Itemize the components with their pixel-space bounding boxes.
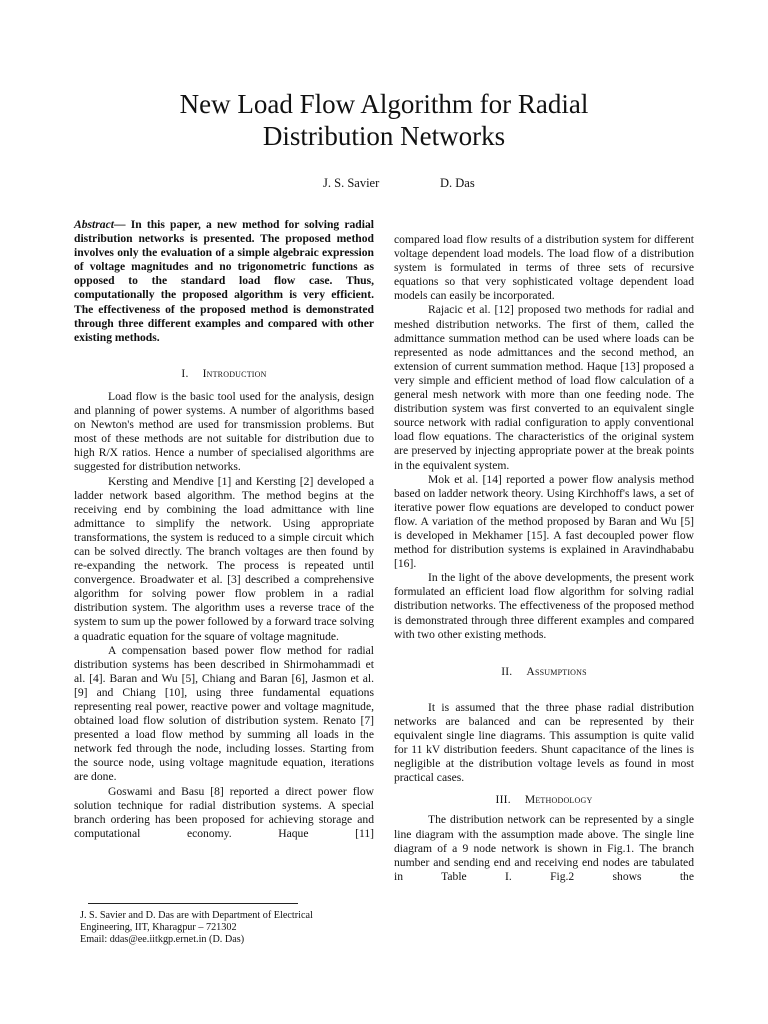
footnote — [80, 910, 380, 947]
paper-title — [0, 88, 768, 152]
section-number: III. — [495, 793, 511, 807]
footnote-line-2: Engineering, IIT, Kharagpur – 721302 — [80, 922, 237, 934]
section-heading-assumptions — [394, 665, 694, 679]
paragraph: Mok et al. [14] reported a power flow analysis method based on ladder network theory. Using Kirchhoff's laws, a set of iterative power flow equations are developed to conduct power flow. A variation of the method proposed by Baran and Wu [5] is developed in Mekhamer [15]. A fast decoupled power flow method for distribution systems is explained in Aravindhababu [16]. — [394, 472, 694, 571]
paragraph: It is assumed that the three phase radial distribution networks are balanced and can be represented by their equivalent single line diagrams. This assumption is quite valid for 11 kV distribution feeders. Shunt capacitance of the lines is negligible at the distribution voltage levels as found in most practical cases. — [394, 700, 694, 785]
paragraph: Load flow is the basic tool used for the analysis, design and planning of power systems. A number of algorithms based on Newton's method are used for transmission problems. But most of these methods are not suitable for distribution due to high R/X ratios. Hence a number of specialised algorithms are suggested for distribution networks. — [74, 389, 374, 474]
section-number: II. — [501, 664, 513, 678]
paragraph: A compensation based power flow method for radial distribution systems has been described in Shirmohammadi et al. [4]. Baran and Wu [5], Chiang and Baran [6], Jasmon et al. [9] and Chiang [10], using three fundamental equations representing real power, reactive power and voltage magnitude, obtained load flow solution of distribution system. Renato [7] presented a load flow method by summing all loads in the network fed through the node, including losses. Starting from the source node, using voltage magnitude equation, iterations are done. — [74, 643, 374, 784]
abstract-text: In this paper, a new method for solving radial distribution networks is presented. The proposed method involves only the evaluation of a simple algebraic expression of voltage magnitudes and no trigonometric functions as opposed to the standard load flow case. Thus, computationally the proposed algorithm is very efficient. The effectiveness of the proposed method is demonstrated through three different examples and compared with other existing methods. — [74, 218, 374, 344]
paragraph: The distribution network can be represented by a single line diagram with the assumption made above. The single line diagram of a 9 node network is shown in Fig.1. The branch number and sending end and receiving end nodes are tabulated in Table I. Fig.2 shows the — [394, 813, 694, 883]
author-1: J. S. Savier — [323, 176, 380, 190]
title-line-2: Distribution Networks — [262, 121, 506, 151]
footnote-email: Email: ddas@ee.iitkgp.ernet.in (D. Das) — [80, 934, 245, 946]
paragraph: Goswami and Basu [8] reported a direct power flow solution technique for radial distribution systems. A special branch ordering has been proposed for achieving storage and computational economy. Haque [11] — [74, 784, 374, 840]
paragraph: compared load flow results of a distribution system for different voltage dependent load models. The load flow of a distribution system is formulated in terms of three sets of recursive equations so that very sophisticated voltage dependent load models can easily be incorporated. — [394, 233, 694, 303]
section-title: Assumptions — [526, 664, 587, 678]
author-2: D. Das — [440, 176, 475, 190]
section-heading-methodology — [394, 793, 694, 807]
section-title: Methodology — [524, 793, 593, 807]
section-heading-introduction — [74, 367, 374, 381]
title-line-1: New Load Flow Algorithm for Radial — [179, 89, 589, 119]
paragraph: In the light of the above developments, the present work formulated an efficient load flow algorithm for solving radial distribution networks. The effectiveness of the proposed method is demonstrated through three different examples and compared with two other existing methods. — [394, 571, 694, 641]
section-number: I. — [181, 366, 189, 380]
footnote-rule — [88, 903, 298, 904]
footnote-line-1: J. S. Savier and D. Das are with Department of Electrical — [80, 910, 313, 921]
section-title: Introduction — [202, 366, 267, 380]
abstract-lead: Abstract— — [74, 218, 126, 231]
right-column — [394, 233, 694, 884]
abstract — [74, 218, 374, 345]
paragraph: Rajacic et al. [12] proposed two methods for radial and meshed distribution networks. The first of them, called the admittance summation method can be used where loads can be represented as node admittances and the second method, an extension of current summation method. Haque [13] proposed a very simple and efficient method of load flow calculation of a general mesh network with more than one feeding node. The distribution system was first converted to an equivalent single source network with radial configuration to apply conventional load flow equations. The characteristics of the original system are preserved by injecting appropriate power at the break points in the equivalent system. — [394, 303, 694, 472]
left-column — [74, 218, 374, 841]
paragraph: Kersting and Mendive [1] and Kersting [2] developed a ladder network based algorithm. The method begins at the receiving end by combining the load admittance with line admittance to simplify the network. Using appropriate transformations, the system is reduced to a simple circuit which can be solved directly. The branch voltages are then found by re-expanding the network. The process is repeated until convergence. Broadwater et al. [3] described a comprehensive algorithm for solving power flow problem in a radial distribution system. The algorithm uses a reverse trace of the system to sum up the power followed by a forward trace solving a quadratic equation for the square of voltage magnitude. — [74, 474, 374, 643]
